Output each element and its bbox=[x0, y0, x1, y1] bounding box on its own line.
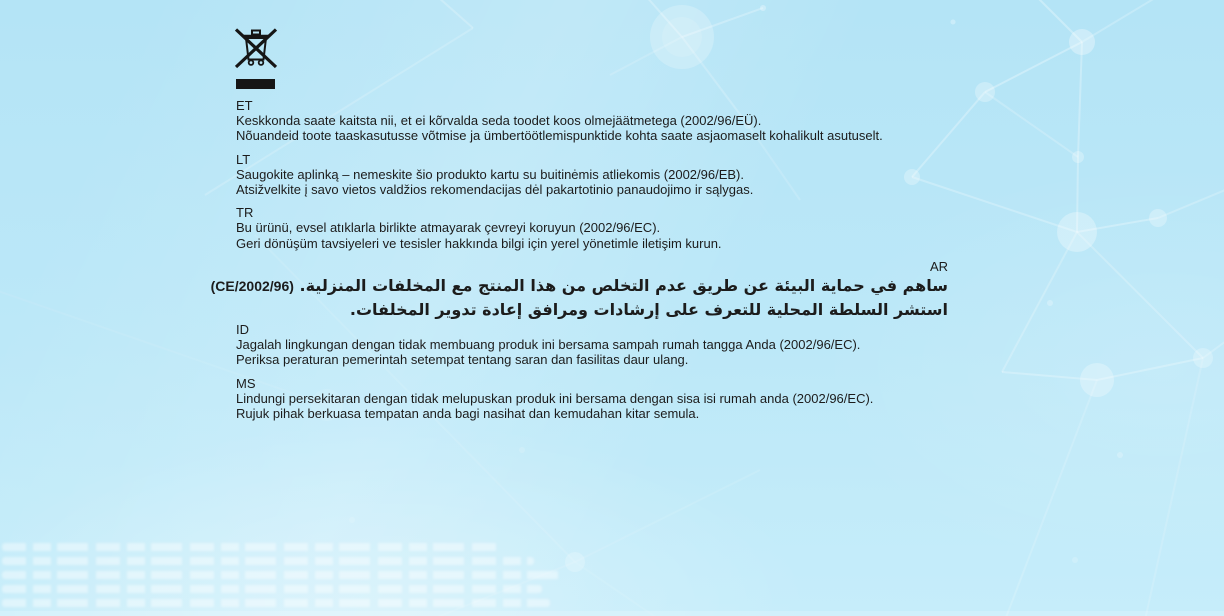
language-code: MS bbox=[236, 375, 256, 391]
section-ms bbox=[236, 376, 948, 422]
notice-line: Lindungi persekitaran dengan tidak melupuskan produk ini bersama dengan sisa isi rumah anda (2002/96/EC). bbox=[236, 390, 874, 406]
page-showthrough-text bbox=[2, 599, 550, 607]
directive-reference: (CE/2002/96) bbox=[210, 278, 294, 295]
weee-crossed-out-bin-icon bbox=[234, 28, 278, 69]
language-code: ET bbox=[236, 98, 253, 113]
page-showthrough-text bbox=[2, 557, 534, 565]
arabic-text: ساهم في حماية البيئة عن طريق عدم التخلص من هذا المنتج مع المخلفات المنزلية. bbox=[299, 276, 948, 296]
page-bottom-edge bbox=[0, 611, 1224, 616]
section-ar bbox=[210, 258, 948, 322]
recycling-notice-content bbox=[210, 28, 948, 427]
page-showthrough-text bbox=[2, 571, 562, 579]
language-code: LT bbox=[236, 151, 251, 167]
section-et bbox=[236, 98, 948, 144]
notice-line: Nõuandeid toote taaskasutusse võtmise ja ümbertöötlemispunktide kohta saate asjaomaselt kohalikult asutuselt. bbox=[236, 128, 883, 144]
section-lt bbox=[236, 152, 948, 198]
notice-line: Saugokite aplinką – nemeskite šio produkto kartu su buitinėmis atliekomis (2002/96/EB). bbox=[236, 166, 744, 182]
weee-black-bar bbox=[236, 79, 275, 89]
notice-line: استشر السلطة المحلية للتعرف على إرشادات ومرافق إعادة تدوير المخلفات. bbox=[349, 300, 948, 320]
notice-line: Keskkonda saate kaitsta nii, et ei kõrvalda seda toodet koos olmejäätmetega (2002/96/EÜ). bbox=[236, 113, 762, 129]
page-showthrough-text bbox=[2, 543, 502, 551]
page-showthrough-text bbox=[2, 585, 542, 593]
section-id bbox=[236, 322, 948, 368]
section-tr bbox=[236, 205, 948, 251]
language-code: AR bbox=[929, 258, 948, 274]
language-code: TR bbox=[236, 205, 254, 221]
language-code: ID bbox=[236, 322, 249, 338]
notice-line: Periksa peraturan pemerintah setempat tentang saran dan fasilitas daur ulang. bbox=[236, 352, 689, 368]
notice-line: Bu ürünü, evsel atıklarla birlikte atmayarak çevreyi koruyun (2002/96/EC). bbox=[236, 220, 661, 236]
notice-line: Geri dönüşüm tavsiyeleri ve tesisler hakkında bilgi için yerel yönetimle iletişim kurun. bbox=[236, 235, 722, 251]
notice-line: Jagalah lingkungan dengan tidak membuang produk ini bersama sampah rumah tangga Anda (2002/96/EC). bbox=[236, 337, 861, 353]
notice-line: Rujuk pihak berkuasa tempatan anda bagi nasihat dan kemudahan kitar semula. bbox=[236, 406, 700, 422]
notice-line: Atsižvelkite į savo vietos valdžios rekomendacijas dėl pakartotinio panaudojimo ir sąlygas. bbox=[236, 182, 754, 198]
notice-line bbox=[210, 274, 948, 298]
